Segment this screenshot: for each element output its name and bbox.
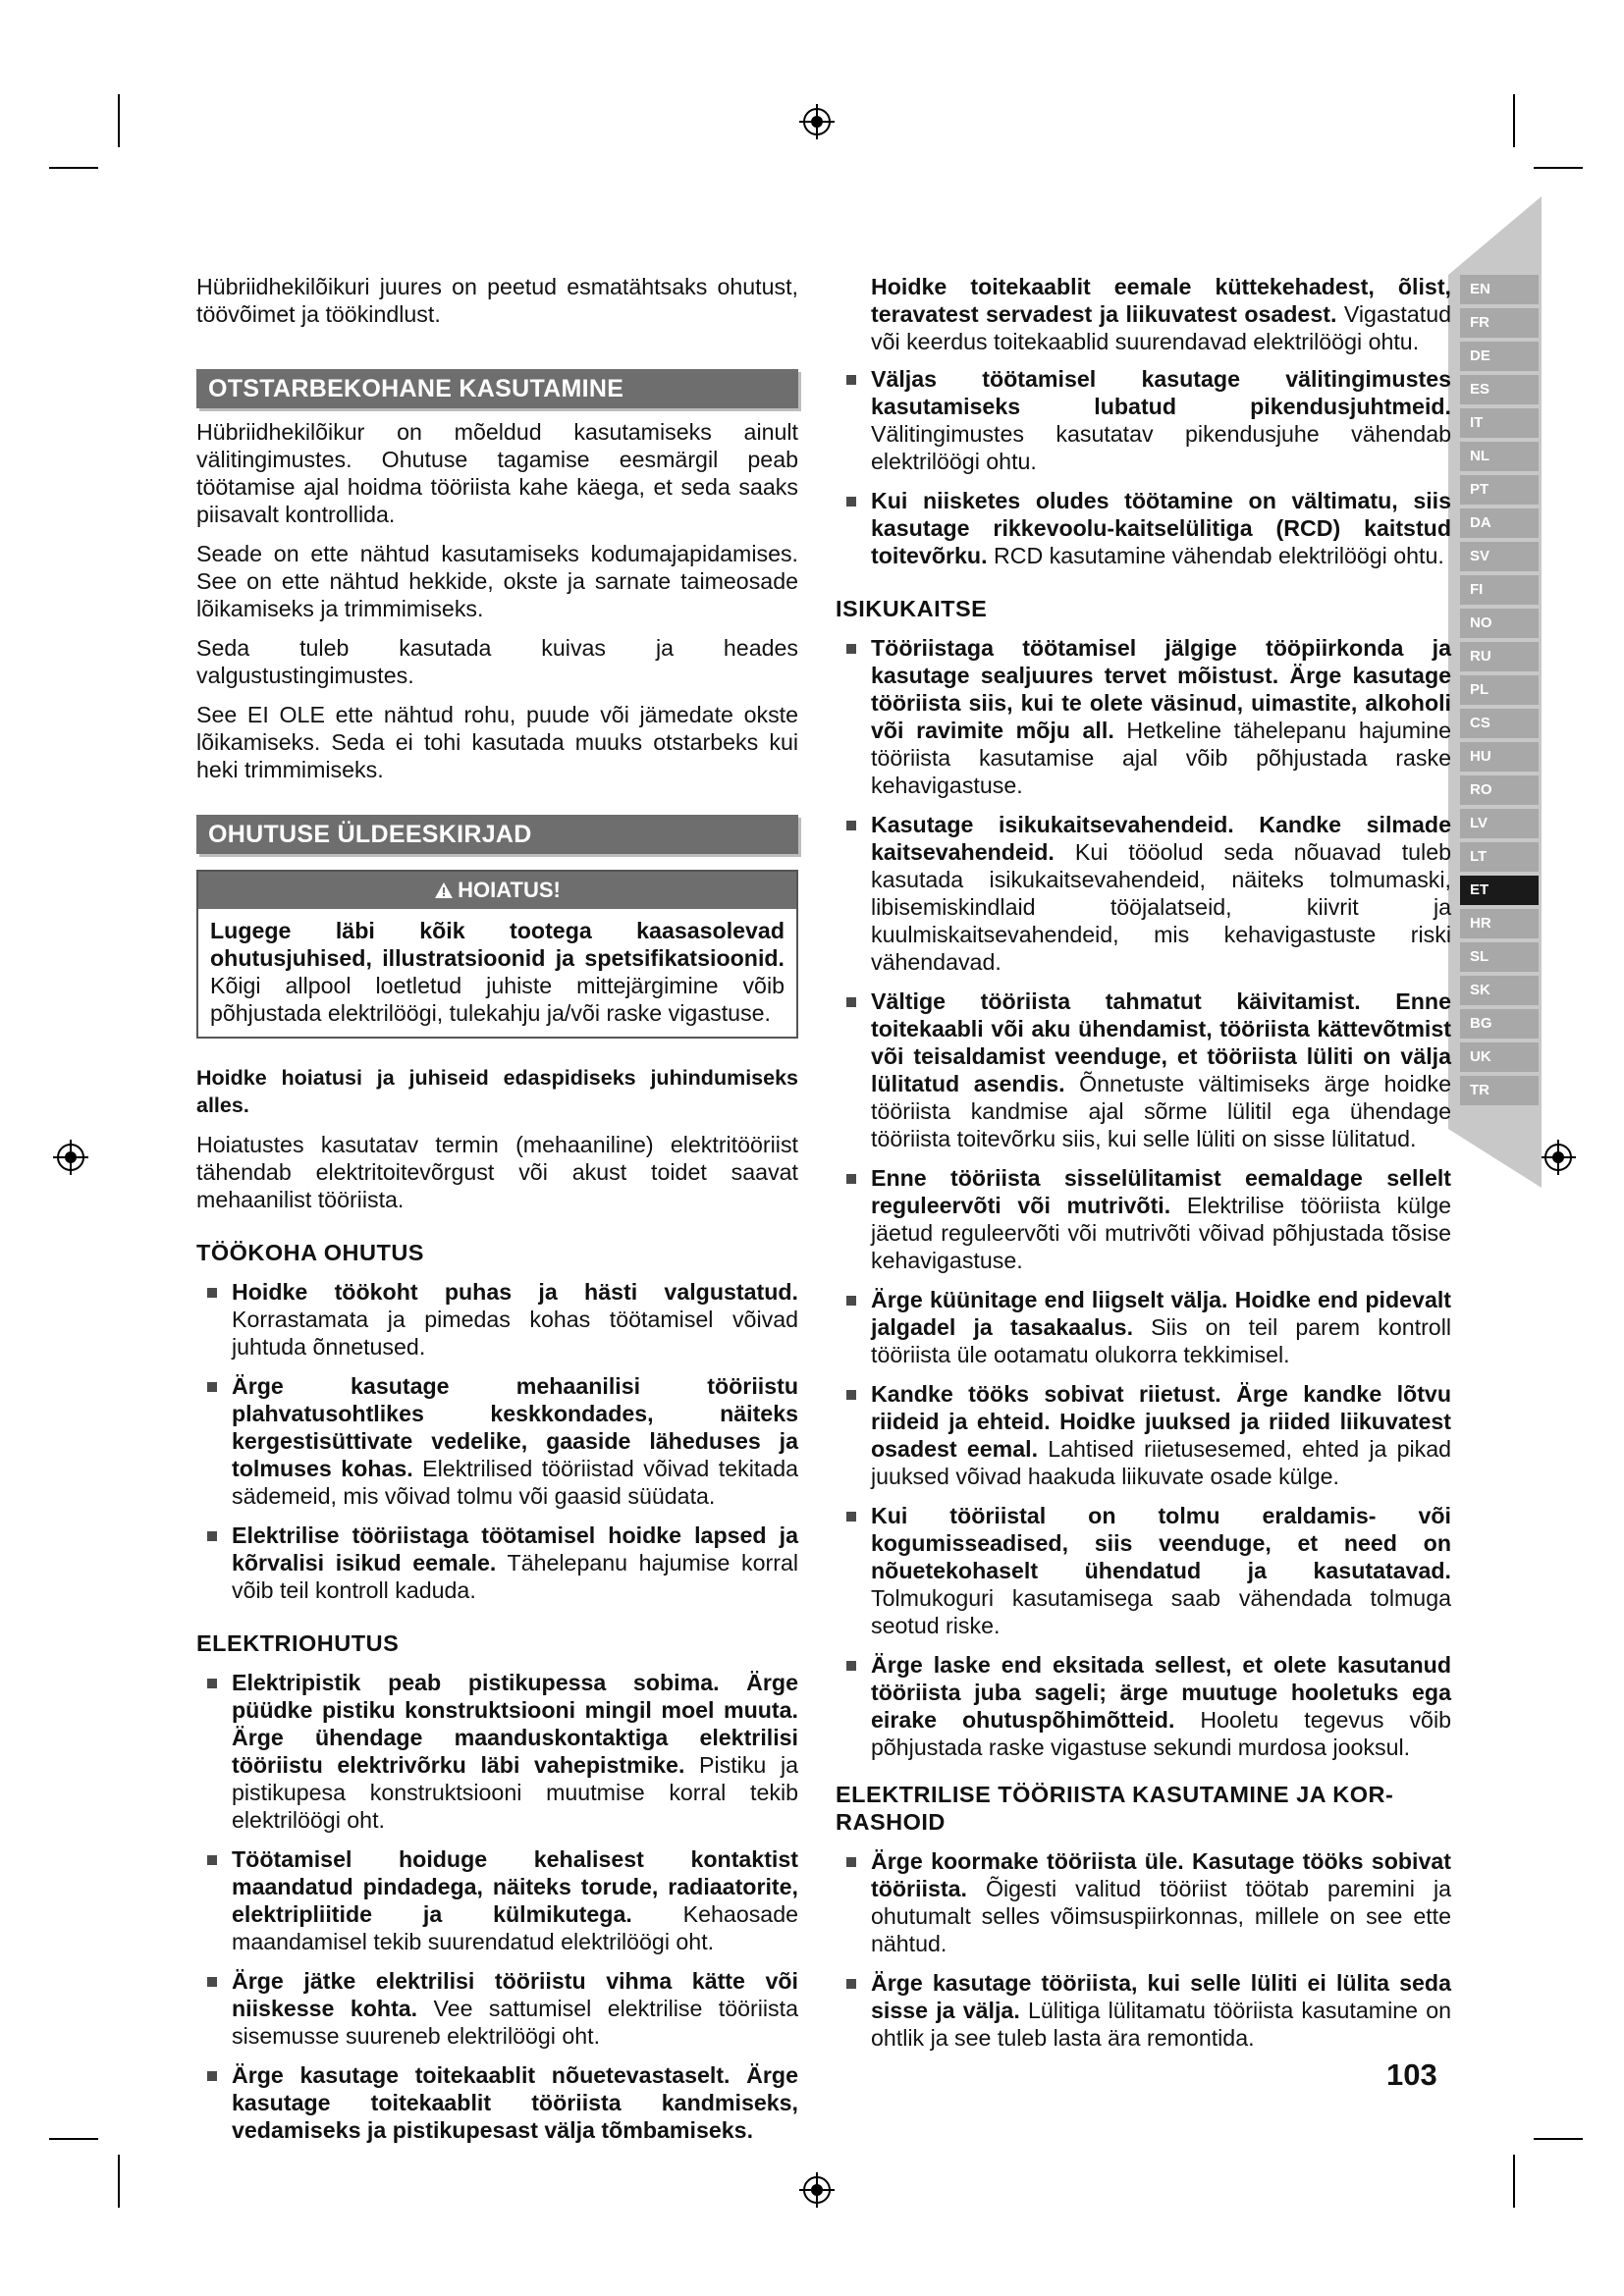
page-number: 103 (1386, 2057, 1437, 2092)
language-tab-nl[interactable]: NL (1460, 442, 1539, 471)
term-definition: Hoiatustes kasutatav termin (mehaaniline) elektritööriist tähendab elektritoitevõrgust või akust toidet saavat mehaanilist tööriista. (196, 1132, 798, 1212)
list-item-bold: Väljas töötamisel kasutage välitingimustes kasutamiseks lubatud pikendusjuhtmeid. (871, 366, 1451, 419)
intended-use-p4: See EI OLE ette nähtud rohu, puude või jämedate okste lõikamiseks. Seda ei tohi kasutada muuks otstarbeks kui heki trimmimiseks. (196, 702, 798, 782)
list-item (232, 1278, 798, 1361)
list-item-bold: Ärge küünitage end liigselt välja. Hoidke end pidevalt jalgadel ja tasakaalus. (871, 1287, 1451, 1340)
electrical-continued (836, 273, 1451, 355)
language-tab-lt[interactable]: LT (1460, 842, 1539, 872)
list-item (232, 1967, 798, 2050)
registration-mark-icon (1539, 1138, 1578, 1177)
list-item (232, 1372, 798, 1510)
list-item (232, 1522, 798, 1604)
list-item-bold: Kandke tööks sobivat riietust. Ärge kandke lõtvu riideid ja ehteid. Hoidke juuksed ja riided liikuvatest osadest eemal. (871, 1381, 1451, 1462)
list-item (871, 1164, 1451, 1274)
section-title-general-safety: OHUTUSE ÜLDEESKIRJAD (196, 815, 798, 854)
language-tab-da[interactable]: DA (1460, 508, 1539, 538)
language-tab-sk[interactable]: SK (1460, 976, 1539, 1005)
crop-mark (1534, 167, 1583, 169)
list-item-bold: Ärge jätke elektrilisi tööriistu vihma kätte või niiskesse kohta. (232, 1968, 798, 2021)
list-item (871, 1380, 1451, 1490)
list-item (232, 1845, 798, 1955)
language-tab-bg[interactable]: BG (1460, 1009, 1539, 1039)
workplace-safety-title: TÖÖKOHA OHUTUS (196, 1240, 424, 1265)
language-tab-fr[interactable]: FR (1460, 308, 1539, 338)
warning-header (198, 872, 796, 909)
list-item-text: Elektrilised tööriistad võivad tekitada sädemeid, mis võivad tolmu või gaasid süüdata. (232, 1456, 798, 1509)
list-item-bold: Tööriistaga töötamisel jälgige tööpiirkonda ja kasutage sealjuures tervet mõistust. Ärge kasutage tööriista siis, kui te olete väsinud, uimastite, alkoholi või ravimite mõju all. (871, 635, 1451, 743)
list-item-text: Lülitiga lülitamatu tööriista kasutamine on ohtlik ja see tuleb lasta ära remontida. (871, 1998, 1451, 2051)
language-tab-uk[interactable]: UK (1460, 1042, 1539, 1072)
list-item-text: Kehaosade maandamisel tekib suurendatud elektrilöögi oht. (232, 1901, 798, 1954)
list-item (871, 811, 1451, 976)
list-item-text: Hooletu tegevus võib põhjustada raske vigastuse sekundi murdosa jooksul. (871, 1707, 1451, 1760)
crop-mark (49, 2138, 98, 2140)
list-item-text: RCD kasutamine vähendab elektrilöögi ohtu. (987, 543, 1444, 568)
intro-text: Hübriidhekilõikuri juures on peetud esmatähtsaks ohutust, töövõimet ja töökindlust. (196, 274, 798, 327)
list-item-bold: Vältige tööriista tahmatut käivitamist. Enne toitekaabli või aku ühendamist, tööriista kättevõtmist või teisaldamist veenduge, et tööriista lüliti on välja lülitatud asendis. (871, 988, 1451, 1096)
personal-safety-list (836, 634, 1451, 1761)
warning-bold: Lugege läbi kõik tootega kaasasolevad ohutusjuhised, illustratsioonid ja spetsifikatsioonid. (210, 918, 785, 971)
list-item-text: Vee sattumisel elektrilise tööriista sisemusse suureneb elektrilöögi oht. (232, 1996, 798, 2049)
language-tab-pl[interactable]: PL (1460, 675, 1539, 705)
list-item (871, 1502, 1451, 1639)
list-item (871, 365, 1451, 475)
language-tab-ro[interactable]: RO (1460, 775, 1539, 805)
list-item (871, 988, 1451, 1152)
list-item-bold: Töötamisel hoiduge kehalisest kontaktist maandatud pindadega, näiteks torude, radiaatorite, elektripliitide ja külmikutega. (232, 1846, 798, 1927)
list-item-bold: Ärge laske end eksitada sellest, et olete kasutanud tööriista juba sageli; ärge muutuge hooletuks ega eirake ohutuspõhimõtteid. (871, 1652, 1451, 1733)
language-tab-et[interactable]: ET (1460, 876, 1539, 905)
list-item (871, 1286, 1451, 1368)
list-item-text: Tähelepanu hajumise korral võib teil kontroll kaduda. (232, 1550, 798, 1603)
warning-text: Kõigi allpool loetletud juhiste mittejärgimine võib põhjustada elektrilöögi, tulekahju ja/või raske vigastuse. (210, 973, 785, 1026)
crop-mark (49, 167, 98, 169)
language-tab-hr[interactable]: HR (1460, 909, 1539, 938)
language-tab-it[interactable]: IT (1460, 408, 1539, 438)
language-tabs (1460, 275, 1541, 1109)
list-item-text: Hetkeline tähelepanu hajumine tööriista kasutamise ajal võib põhjustada raske kehavigastuse. (871, 718, 1451, 798)
language-tab-pt[interactable]: PT (1460, 475, 1539, 505)
crop-mark (1513, 2155, 1515, 2208)
intended-use-p2: Seade on ette nähtud kasutamiseks kodumajapidamises. See on ette nähtud hekkide, okste ja sarnate taimeosade lõikamiseks ja trimmimiseks. (196, 541, 798, 621)
list-item-bold: Ärge kasutage toitekaablit nõuetevastaselt. Ärge kasutage toitekaablit tööriista kandmiseks, vedamiseks ja pistikupesast välja tõmbamiseks. (232, 2062, 798, 2143)
tool-use-title: ELEKTRILISE TÖÖRIISTA KASUTAMINE JA KOR-RASHOID (836, 1782, 1394, 1835)
keep-instructions: Hoidke hoiatusi ja juhiseid edaspidiseks juhindumiseks alles. (196, 1066, 798, 1117)
list-item (232, 1669, 798, 1834)
warning-icon (434, 881, 454, 899)
list-item-text: Õigesti valitud tööriist töötab paremini ja ohutumalt selles võimsuspiirkonnas, millele on see ette nähtud. (871, 1876, 1451, 1956)
list-item-text: Õnnetuste vältimiseks ärge hoidke tööriista kandmise ajal sõrme lülitil ega ühendage tööriista toitevõrku siis, kui selle lüliti on sisse lülitatud. (871, 1071, 1451, 1151)
language-tab-tr[interactable]: TR (1460, 1076, 1539, 1105)
section-title-intended-use: OTSTARBEKOHANE KASUTAMINE (196, 369, 798, 408)
intended-use-p3: Seda tuleb kasutada kuivas ja heades valgustustingimustes. (196, 635, 798, 688)
electrical-safety-list (196, 1669, 798, 2144)
personal-safety-title: ISIKUKAITSE (836, 596, 988, 621)
warning-body (198, 909, 796, 1037)
electrical-continued-text (871, 273, 1451, 355)
registration-mark-icon (797, 2170, 837, 2210)
list-item-text: Pistiku ja pistikupesa konstruktsiooni muutmise korral tekib elektrilöögi oht. (232, 1752, 799, 1833)
language-tab-es[interactable]: ES (1460, 375, 1539, 404)
language-tab-sv[interactable]: SV (1460, 542, 1539, 571)
electrical-safety-list-cont (836, 365, 1451, 569)
list-item-bold: Ärge kasutage mehaanilisi tööriistu plahvatusohtlikes keskkondades, näiteks kergestisüttivate vedelike, gaaside läheduses ja tolmuses kohas. (232, 1373, 798, 1481)
language-tab-cs[interactable]: CS (1460, 709, 1539, 738)
list-item-text: Siis on teil parem kontroll tööriista üle ootamatu olukorra tekkimisel. (871, 1314, 1451, 1367)
warning-box (196, 870, 798, 1039)
list-item-bold: Ärge koormake tööriista üle. Kasutage tööks sobivat tööriista. (871, 1848, 1451, 1901)
electrical-continued-bold: Hoidke toitekaablit eemale küttekehadest, õlist, teravatest servadest ja liikuvatest osadest. (871, 274, 1451, 327)
workplace-safety-list (196, 1278, 798, 1604)
list-item-text: Kui tööolud seda nõuavad tuleb kasutada isikukaitsevahendeid, näiteks tolmumaski, libisemiskindlaid tööjalatseid, kiivrit ja kuulmiskaitsevahendeid, mis kehavigastuste riski vähendavad. (871, 839, 1451, 975)
language-tab-de[interactable]: DE (1460, 342, 1539, 371)
list-item (871, 1651, 1451, 1761)
list-item-bold: Hoidke töökoht puhas ja hästi valgustatud. (232, 1279, 798, 1305)
crop-mark (118, 2155, 120, 2208)
registration-mark-icon (51, 1138, 90, 1177)
list-item-bold: Ärge kasutage tööriista, kui selle lüliti ei lülita seda sisse ja välja. (871, 1970, 1451, 2023)
list-item (871, 634, 1451, 799)
crop-mark (118, 94, 120, 147)
language-tab-en[interactable]: EN (1460, 275, 1539, 304)
list-item-text: Välitingimustes kasutatav pikendusjuhe vähendab elektrilöögi ohtu. (871, 421, 1451, 474)
list-item (232, 2061, 798, 2144)
crop-mark (1513, 94, 1515, 147)
crop-mark (1534, 2138, 1583, 2140)
list-item (871, 1969, 1451, 2052)
list-item (871, 487, 1451, 569)
intended-use-p1: Hübriidhekilõikur on mõeldud kasutamiseks ainult välitingimustes. Ohutuse tagamise eesmärgil peab töötamise ajal hoidma tööriista kahe käega, et seda saaks piisavalt kontrollida. (196, 419, 798, 527)
electrical-safety-title: ELEKTRIOHUTUS (196, 1630, 400, 1656)
language-tab-ru[interactable]: RU (1460, 642, 1539, 671)
language-tab-fi[interactable]: FI (1460, 575, 1539, 605)
list-item-bold: Elektrilise tööriistaga töötamisel hoidke lapsed ja kõrvalisi isikud eemale. (232, 1522, 798, 1575)
list-item-text: Korrastamata ja pimedas kohas töötamisel võivad juhtuda õnnetused. (232, 1307, 798, 1360)
language-tab-sl[interactable]: SL (1460, 942, 1539, 972)
language-tab-no[interactable]: NO (1460, 609, 1539, 638)
tool-use-list (836, 1847, 1451, 2052)
list-item-bold: Kasutage isikukaitsevahendeid. Kandke silmade kaitsevahendeid. (871, 812, 1451, 865)
list-item-text: Lahtised riietusesemed, ehted ja pikad juuksed võivad haakuda liikuvate osade külge. (871, 1436, 1452, 1489)
left-column (196, 273, 798, 2156)
warning-title: HOIATUS! (458, 878, 561, 902)
right-column (836, 273, 1451, 2063)
list-item-text: Tolmukoguri kasutamisega saab vähendada tolmuga seotud riske. (871, 1585, 1451, 1638)
list-item (871, 1847, 1451, 1957)
language-tab-hu[interactable]: HU (1460, 742, 1539, 772)
list-item-bold: Enne tööriista sisselülitamist eemaldage sellelt reguleervõti või mutrivõti. (871, 1165, 1451, 1218)
list-item-text: Elektrilise tööriista külge jäetud reguleervõti või mutrivõti võivad põhjustada tõsise kehavigastuse. (871, 1193, 1451, 1273)
list-item-bold: Kui niisketes oludes töötamine on vältimatu, siis kasutage rikkevoolu-kaitselülitiga (RCD) kaitstud toitevõrku. (871, 488, 1451, 568)
list-item-bold: Kui tööriistal on tolmu eraldamis- või kogumisseadised, siis veenduge, et need on nõuetekohaselt ühendatud ja kasutatavad. (871, 1503, 1451, 1583)
registration-mark-icon (797, 102, 837, 141)
language-tab-lv[interactable]: LV (1460, 809, 1539, 838)
electrical-continued-rest: Vigastatud või keerdus toitekaablid suurendavad elektrilöögi ohtu. (871, 301, 1451, 354)
list-item-bold: Elektripistik peab pistikupessa sobima. Ärge püüdke pistiku konstruktsiooni mingil moel muuta. Ärge ühendage maanduskontaktiga elektrilisi tööriistu elektrivõrku läbi vahepistmike. (232, 1670, 798, 1778)
